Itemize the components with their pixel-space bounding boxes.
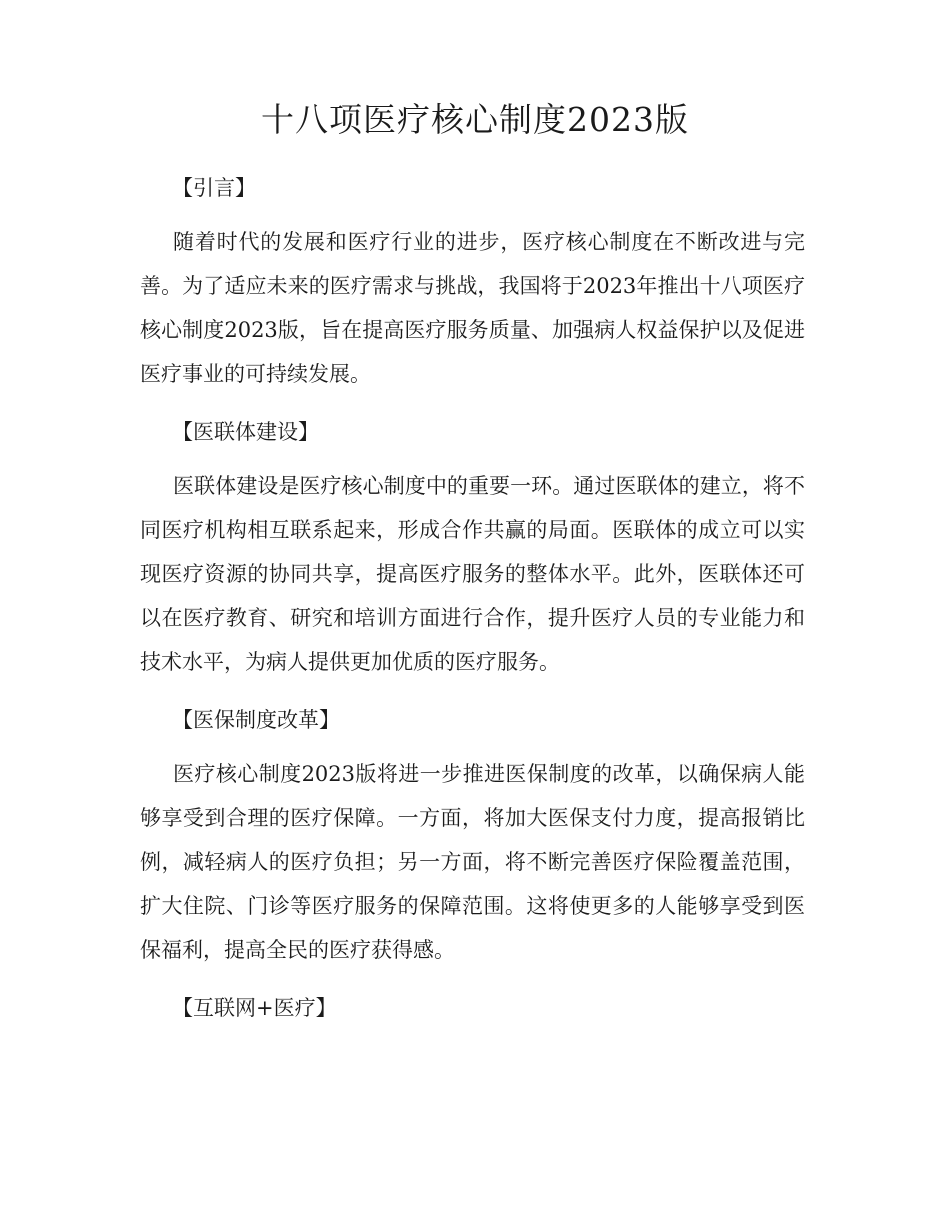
section-paragraph-intro: 随着时代的发展和医疗行业的进步，医疗核心制度在不断改进与完善。为了适应未来的医疗需求与挑战，我国将于2023年推出十八项医疗核心制度2023版，旨在提高医疗服务质量、加强病人权益保护以及促进医疗事业的可持续发展。 [140,230,805,386]
section-heading-intro: 【引言】 [172,176,256,200]
section-heading-medical-alliance: 【医联体建设】 [172,420,319,444]
document-title: 十八项医疗核心制度2023版 [261,100,689,139]
section-paragraph-medical-alliance: 医联体建设是医疗核心制度中的重要一环。通过医联体的建立，将不同医疗机构相互联系起来，形成合作共赢的局面。医联体的成立可以实现医疗资源的协同共享，提高医疗服务的整体水平。此外，医联体还可以在医疗教育、研究和培训方面进行合作，提升医疗人员的专业能力和技术水平，为病人提供更加优质的医疗服务。 [140,474,805,674]
section-heading-insurance-reform: 【医保制度改革】 [172,708,340,732]
section-paragraph-insurance-reform: 医疗核心制度2023版将进一步推进医保制度的改革，以确保病人能够享受到合理的医疗保障。一方面，将加大医保支付力度，提高报销比例，减轻病人的医疗负担；另一方面，将不断完善医疗保险覆盖范围，扩大住院、门诊等医疗服务的保障范围。这将使更多的人能够享受到医保福利，提高全民的医疗获得感。 [140,762,805,962]
document-body [140,166,805,1040]
section-heading-internet-medical: 【互联网+医疗】 [172,996,337,1020]
